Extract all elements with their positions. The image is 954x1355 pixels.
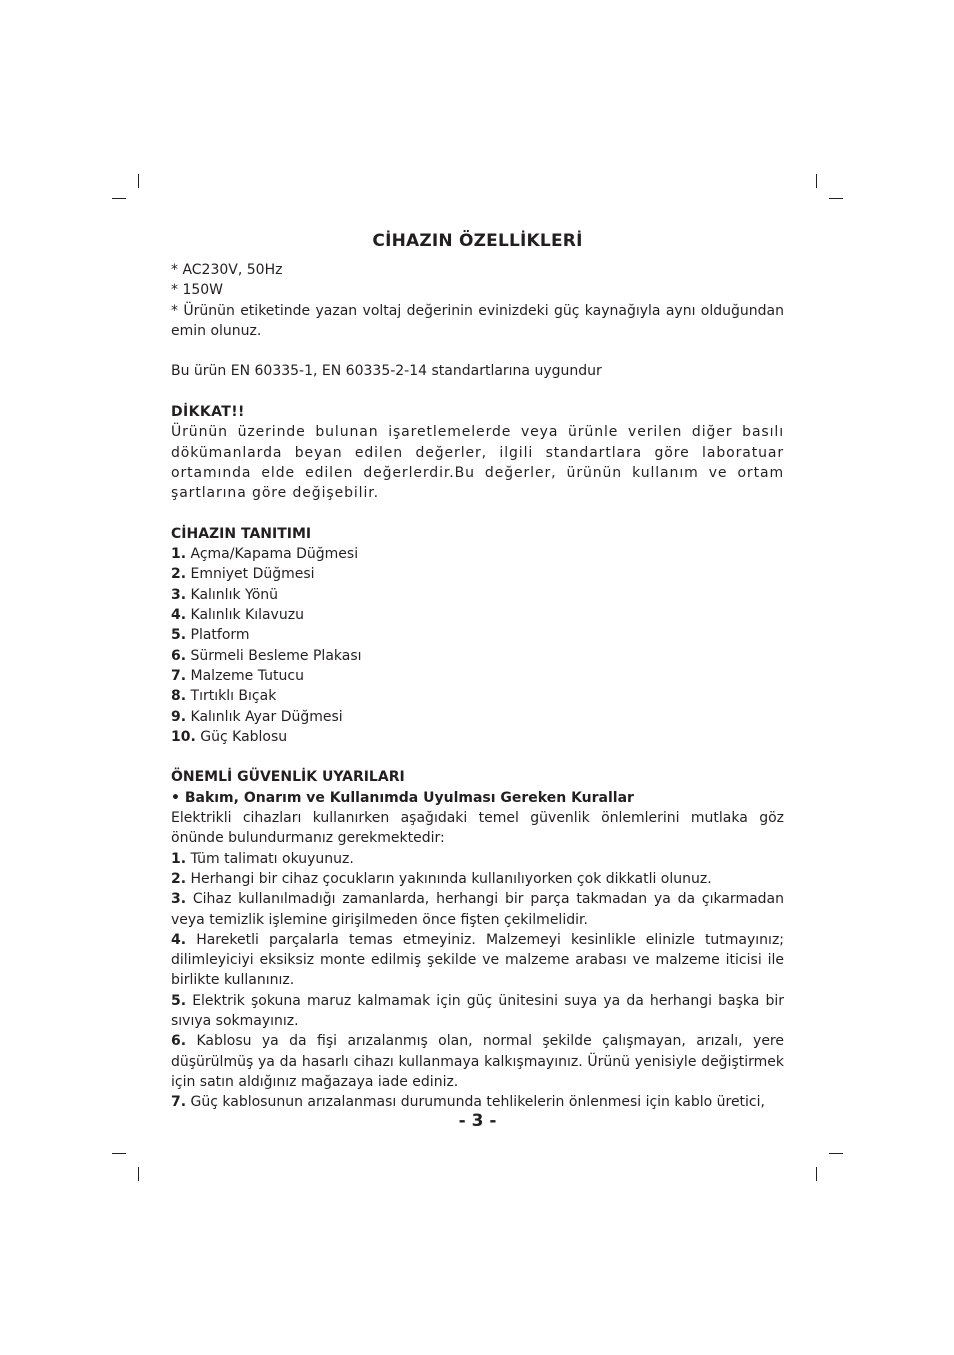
- page-number: - 3 -: [458, 1111, 497, 1131]
- list-item: 3. Cihaz kullanılmadığı zamanlarda, herhangi bir parça takmadan ya da çıkarmadan veya temizlik işlemine girişilmeden önce fişten çekilmelidir.: [171, 891, 784, 928]
- crop-mark: [829, 198, 843, 199]
- warning-text: Ürünün üzerinde bulunan işaretlemelerde veya ürünle verilen diğer basılı dökümanlarda beyan edilen değerler, ilgili standartlara göre laboratuar ortamında elde edilen değerlerdir.Bu değerler, ürünün kullanım ve ortam şartlarına göre değişebilir.: [171, 424, 784, 502]
- list-item: 8. Tırtıklı Bıçak: [171, 688, 277, 705]
- safety-subheading: • Bakım, Onarım ve Kullanımda Uyulması Gereken Kurallar: [171, 789, 634, 806]
- list-item: 1. Açma/Kapama Düğmesi: [171, 546, 359, 563]
- page-title: CİHAZIN ÖZELLİKLERİ: [372, 231, 583, 251]
- list-item: 4. Hareketli parçalarla temas etmeyiniz. Malzemeyi kesinlikle elinizle tutmayınız; dilimleyiciyi eksiksiz monte edilmiş şekilde ve malzeme arabası ve malzeme iticisi ile birlikte kullanınız.: [171, 931, 785, 989]
- document-body: [171, 260, 784, 1112]
- parts-list: [171, 544, 784, 747]
- crop-mark: [112, 1153, 126, 1154]
- safety-intro: Elektrikli cihazları kullanırken aşağıdaki temel güvenlik önlemlerini mutlaka göz önünde bulundurmanız gerekmektedir:: [171, 810, 784, 847]
- spec-line: * AC230V, 50Hz: [171, 262, 283, 278]
- crop-mark: [829, 1153, 843, 1154]
- list-item: 6. Sürmeli Besleme Plakası: [171, 647, 362, 664]
- list-item: 5. Platform: [171, 627, 250, 644]
- list-item: 9. Kalınlık Ayar Düğmesi: [171, 708, 343, 725]
- list-item: 2. Emniyet Düğmesi: [171, 566, 315, 583]
- standards-text: Bu ürün EN 60335-1, EN 60335-2-14 standartlarına uygundur: [171, 363, 602, 380]
- spec-line: * 150W: [171, 282, 224, 299]
- crop-mark: [112, 198, 126, 199]
- list-item: 7. Güç kablosunun arızalanması durumunda tehlikelerin önlenmesi için kablo üretici,: [171, 1094, 765, 1111]
- safety-heading: ÖNEMLİ GÜVENLİK UYARILARI: [171, 769, 405, 786]
- list-item: 1. Tüm talimatı okuyunuz.: [171, 850, 354, 867]
- spec-line: * Ürünün etiketinde yazan voltaj değerinin evinizdeki güç kaynağıyla aynı olduğundan emin olunuz.: [171, 302, 784, 339]
- crop-mark: [138, 1167, 139, 1181]
- list-item: 7. Malzeme Tutucu: [171, 667, 304, 684]
- crop-mark: [138, 174, 139, 188]
- list-item: 2. Herhangi bir cihaz çocukların yakınında kullanılıyorken çok dikkatli olunuz.: [171, 870, 712, 887]
- list-item: 4. Kalınlık Kılavuzu: [171, 607, 304, 624]
- parts-heading: CİHAZIN TANITIMI: [171, 525, 312, 542]
- list-item: 6. Kablosu ya da fişi arızalanmış olan, normal şekilde çalışmayan, arızalı, yere düşürülmüş ya da hasarlı cihazı kullanmaya kalkışmayınız. Ürünü yenisiyle değiştirmek için satın aldığınız mağazaya iade ediniz.: [171, 1033, 784, 1090]
- warning-heading: DİKKAT!!: [171, 404, 245, 421]
- crop-mark: [816, 1167, 817, 1181]
- list-item: 5. Elektrik şokuna maruz kalmamak için güç ünitesini suya ya da herhangi başka bir sıvıya sokmayınız.: [171, 992, 784, 1029]
- crop-mark: [816, 174, 817, 188]
- list-item: 3. Kalınlık Yönü: [171, 586, 279, 603]
- safety-rules: [171, 849, 784, 1113]
- list-item: 10. Güç Kablosu: [171, 728, 288, 745]
